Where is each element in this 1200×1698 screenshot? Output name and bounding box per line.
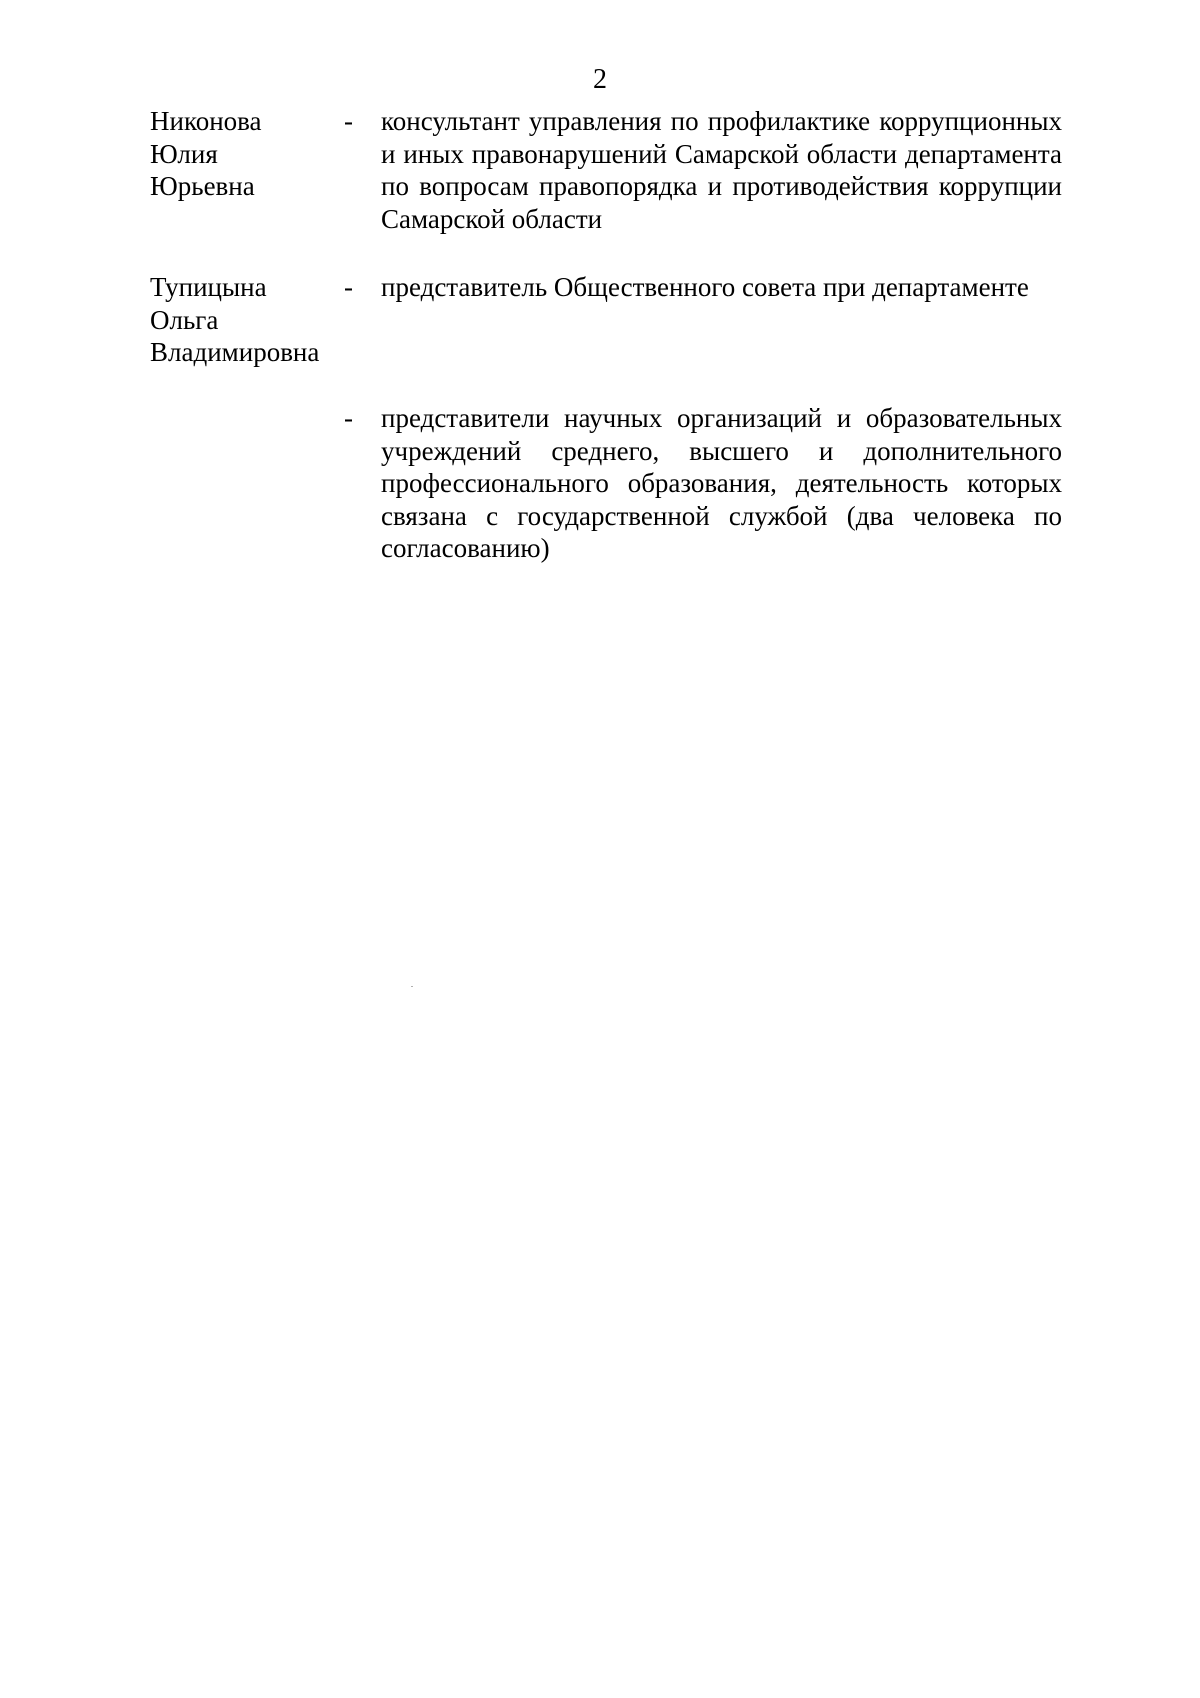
member-name <box>150 271 340 369</box>
scan-artifact <box>411 986 413 987</box>
member-patronymic: Владимировна <box>150 337 320 367</box>
member-first-name: Ольга <box>150 304 219 335</box>
member-position: представители научных организаций и образовательных учреждений среднего, высшего и дополнительного профессионального образования, деятельность которых связана с государственной службой (два человека по согласованию) <box>381 403 1062 563</box>
page-number: 2 <box>593 64 607 95</box>
member-entry-nikonova <box>150 105 1062 245</box>
member-surname: Тупицына <box>150 272 267 302</box>
dash-separator: - <box>344 272 353 302</box>
member-position: консультант управления по профилактике коррупционных и иных правонарушений Самарской области департамента по вопросам правопорядка и противодействия коррупции Самарской области <box>381 106 1062 234</box>
member-surname: Никонова <box>150 106 262 136</box>
member-name <box>150 105 340 203</box>
member-patronymic: Юрьевна <box>150 171 255 201</box>
member-first-name: Юлия <box>150 138 218 169</box>
member-entry-representatives <box>150 402 1062 572</box>
dash-separator: - <box>344 403 353 433</box>
dash-separator: - <box>344 106 353 136</box>
member-position: представитель Общественного совета при департаменте <box>381 272 1029 302</box>
member-entry-tupitsyna <box>150 271 1062 381</box>
